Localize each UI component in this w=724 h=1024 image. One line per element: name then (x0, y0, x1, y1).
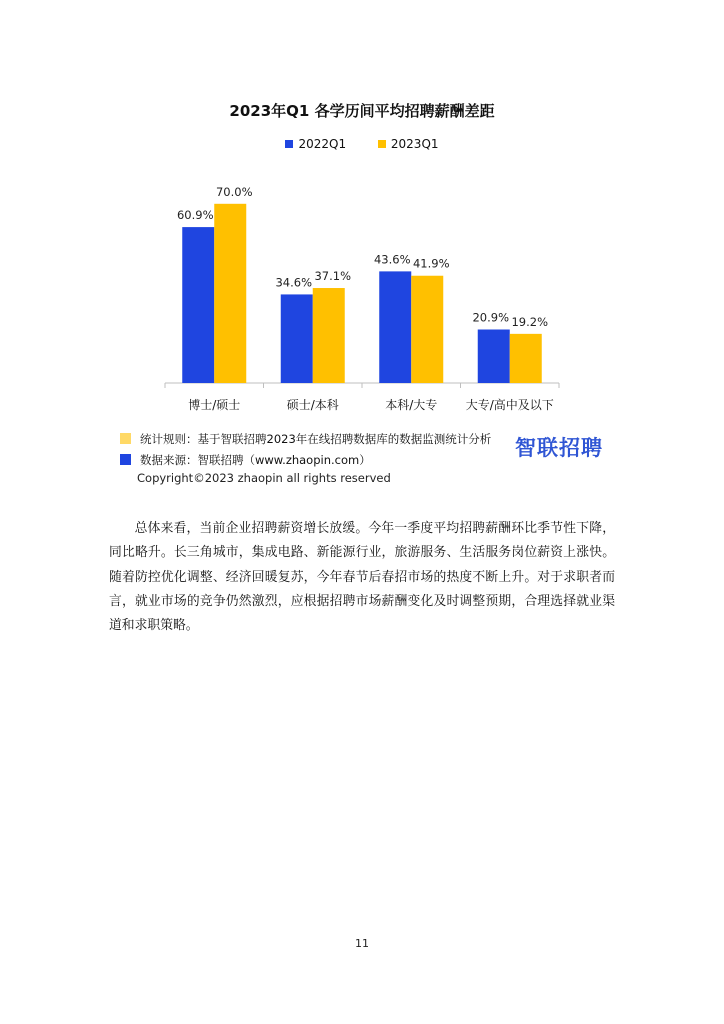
copyright-text: Copyright©2023 zhaopin all rights reserved (137, 471, 391, 485)
bar-2022q1-2 (379, 271, 411, 383)
legend-label-2023q1: 2023Q1 (390, 137, 439, 151)
bar-2023q1-1 (313, 288, 345, 383)
bar-2023q1-2 (411, 276, 443, 383)
x-tick-label: 硕士/本科 (286, 398, 339, 412)
bar-2022q1-3 (478, 329, 510, 383)
data-label: 70.0% (215, 184, 253, 199)
data-label: 34.6% (275, 275, 313, 290)
x-tick-label: 本科/大专 (385, 398, 438, 412)
note-rule-swatch (120, 433, 131, 444)
x-tick-label: 大专/高中及以下 (465, 398, 554, 412)
page-number: 11 (355, 937, 369, 950)
chart-title: 2023年Q1 各学历间平均招聘薪酬差距 (229, 102, 495, 120)
legend-label-2022q1: 2022Q1 (298, 137, 347, 151)
bar-2023q1-3 (510, 334, 542, 383)
bar-2022q1-0 (182, 227, 214, 383)
note-rule-text: 统计规则：基于智联招聘2023年在线招聘数据库的数据监测统计分析 (140, 431, 492, 446)
zhaopin-logo: 智联招聘 (515, 436, 603, 460)
data-label: 37.1% (314, 269, 352, 284)
bar-2022q1-1 (281, 294, 313, 383)
data-label: 19.2% (511, 314, 549, 329)
bar-2023q1-0 (214, 204, 246, 383)
data-label: 41.9% (412, 256, 450, 271)
note-source-swatch (120, 454, 131, 465)
data-label: 60.9% (176, 208, 214, 223)
body-paragraph: 总体来看，当前企业招聘薪资增长放缓。今年一季度平均招聘薪酬环比季节性下降，同比略升。长三角城市，集成电路、新能源行业，旅游服务、生活服务岗位薪资上涨快。随着防控优化调整、经济回暖复苏，今年春节后春招市场的热度不断上升。对于求职者而言，就业市场的竞争仍然激烈，应根据招聘市场薪酬变化及时调整预期，合理选择就业渠道和求职策略。 (109, 521, 615, 634)
data-label: 43.6% (373, 252, 411, 267)
data-label: 20.9% (472, 310, 510, 325)
x-tick-label: 博士/硕士 (188, 398, 241, 412)
note-source-text: 数据来源：智联招聘（www.zhaopin.com） (140, 452, 371, 467)
